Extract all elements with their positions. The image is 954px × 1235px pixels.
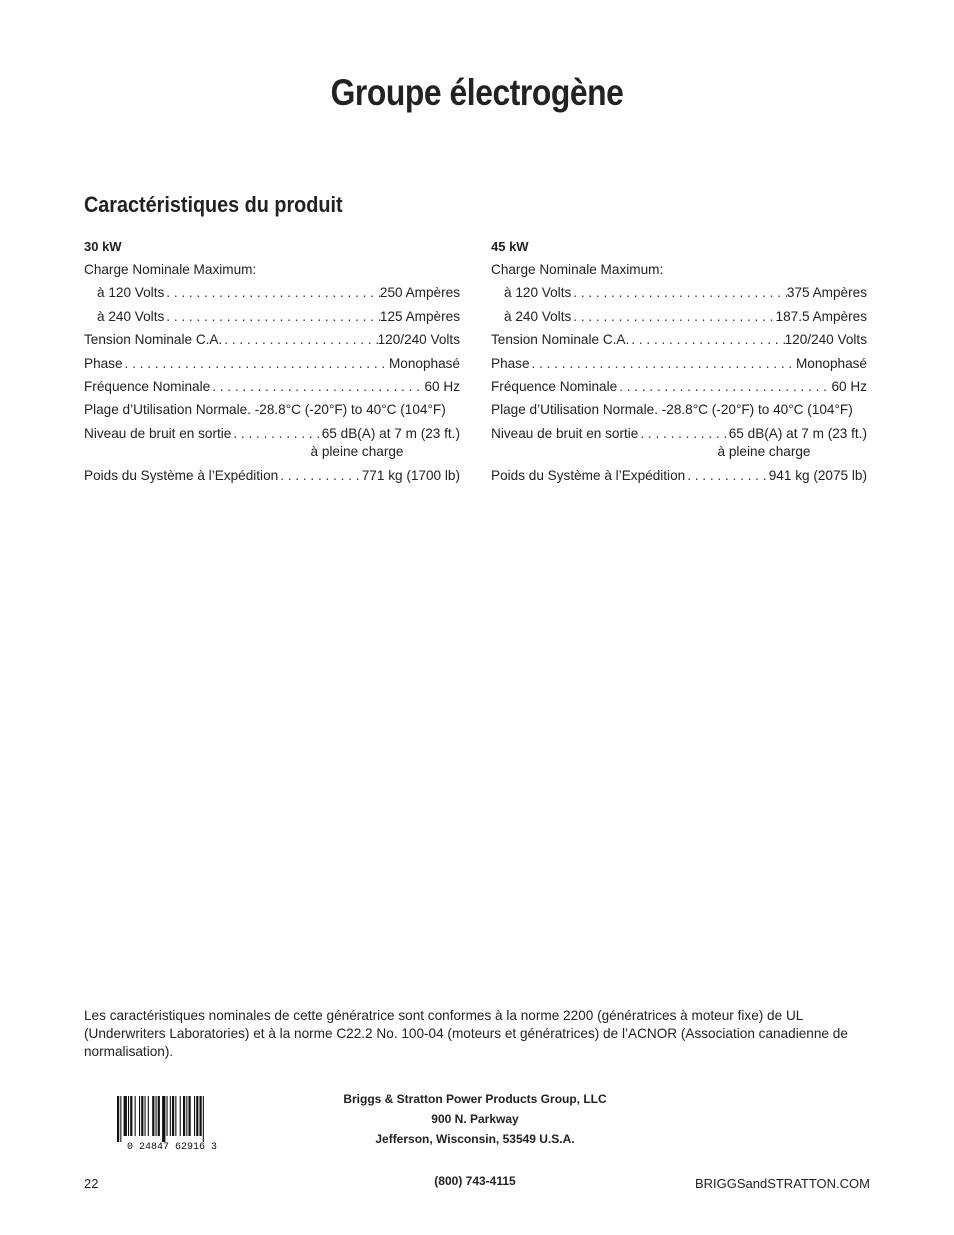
leader-dots xyxy=(278,467,362,485)
section-title: Caractéristiques du produit xyxy=(84,192,343,217)
spec-value: 771 kg (1700 lb) xyxy=(361,467,460,483)
barcode-bar xyxy=(189,1096,191,1136)
barcode-bar xyxy=(141,1096,143,1136)
spec-row xyxy=(491,378,867,401)
spec-row xyxy=(84,425,460,443)
spec-value: 60 Hz xyxy=(424,378,460,394)
company-street: 900 N. Parkway xyxy=(431,1112,519,1126)
noise-subtext: à pleine charge xyxy=(310,443,404,459)
leader-dots xyxy=(638,425,728,443)
spec-row xyxy=(491,331,867,354)
barcode-bar xyxy=(152,1096,154,1136)
spec-label: Poids du Système à l’Expédition xyxy=(491,467,686,483)
spec-value: Monophasé xyxy=(795,355,867,371)
barcode-bar xyxy=(186,1096,187,1136)
spec-label: Phase xyxy=(84,355,123,371)
company-phone: (800) 743-4115 xyxy=(434,1174,516,1188)
barcode-bar xyxy=(194,1096,195,1136)
barcode-bar xyxy=(203,1096,204,1142)
page-number: 22 xyxy=(84,1176,99,1191)
spec-value: 941 kg (2075 lb) xyxy=(768,467,867,483)
website-link[interactable]: BRIGGSandSTRATTON.COM xyxy=(694,1176,870,1191)
spec-column-30kw xyxy=(84,238,460,490)
leader-dots xyxy=(164,284,380,302)
company-city: Jefferson, Wisconsin, 53549 U.S.A. xyxy=(375,1132,575,1146)
spec-row xyxy=(491,284,867,307)
barcode-bar xyxy=(183,1096,185,1136)
leader-dots xyxy=(571,284,787,302)
leader-dots xyxy=(685,467,769,485)
spec-label: Tension Nominale C.A. xyxy=(491,332,630,348)
spec-value: 60 Hz xyxy=(831,378,867,394)
operating-range: Plage d’Utilisation Normale. -28.8°C (-20°F) to 40°C (104°F) xyxy=(491,402,853,418)
company-address xyxy=(290,1089,660,1149)
barcode-bar xyxy=(124,1096,127,1136)
spec-label: Fréquence Nominale xyxy=(84,378,211,394)
spec-label: à 240 Volts xyxy=(504,308,572,324)
barcode-bar xyxy=(158,1096,160,1136)
spec-row xyxy=(84,355,460,378)
barcode-bar xyxy=(162,1096,165,1142)
spec-label: Tension Nominale C.A. xyxy=(84,332,223,348)
barcode-digits: 0 24847 62916 3 xyxy=(126,1142,218,1152)
noise-subtext: à pleine charge xyxy=(717,443,811,459)
barcode-bar xyxy=(145,1096,146,1136)
spec-label: Poids du Système à l’Expédition xyxy=(84,467,279,483)
barcode-icon xyxy=(107,1094,237,1152)
spec-row xyxy=(84,284,460,307)
spec-row xyxy=(491,425,867,443)
barcode-bar xyxy=(196,1096,198,1136)
spec-value: 65 dB(A) at 7 m (23 ft.) xyxy=(728,425,867,441)
leader-dots xyxy=(617,378,831,396)
spec-value: 120/240 Volts xyxy=(784,332,867,348)
spec-row xyxy=(491,308,867,331)
company-name: Briggs & Stratton Power Products Group, LLC xyxy=(343,1092,607,1106)
column-heading: 30 kW xyxy=(84,239,122,254)
barcode-bar xyxy=(167,1096,168,1136)
spec-label: Phase xyxy=(491,355,530,371)
leader-dots xyxy=(231,425,321,443)
page-title: Groupe électrogène xyxy=(330,72,624,113)
spec-row xyxy=(491,355,867,378)
noise-spec xyxy=(84,425,460,467)
barcode-bar xyxy=(180,1096,181,1136)
leader-dots xyxy=(222,331,377,349)
leader-dots xyxy=(164,308,380,326)
spec-label: à 120 Volts xyxy=(97,285,165,301)
spec-row xyxy=(84,378,460,401)
barcode-bar xyxy=(128,1096,129,1136)
spec-row xyxy=(84,308,460,331)
leader-dots xyxy=(530,355,796,373)
spec-value: 250 Ampères xyxy=(379,285,460,301)
leader-dots xyxy=(571,308,775,326)
spec-value: 65 dB(A) at 7 m (23 ft.) xyxy=(321,425,460,441)
spec-value: 187.5 Ampères xyxy=(775,308,867,324)
leader-dots xyxy=(210,378,424,396)
barcode-bar xyxy=(175,1096,176,1136)
barcode-bar xyxy=(170,1096,171,1136)
barcode-bar xyxy=(172,1096,174,1136)
barcode-bar xyxy=(130,1096,132,1136)
spec-row xyxy=(491,467,867,490)
certification-note: Les caractéristiques nominales de cette génératrice sont conformes à la norme 2200 (génératrices à moteur fixe) de UL (Underwriters Laboratories) et à la norme C22.2 No. 100-04 (moteurs et génératrices) de l’ACNOR (Association canadienne de normalisation). xyxy=(84,1008,848,1059)
spec-row xyxy=(84,331,460,354)
spec-label: Niveau de bruit en sortie xyxy=(84,425,232,441)
spec-value: 120/240 Volts xyxy=(377,332,460,348)
spec-label: à 240 Volts xyxy=(97,308,165,324)
barcode-bar xyxy=(156,1096,157,1136)
spec-label: Fréquence Nominale xyxy=(491,378,618,394)
barcode-bar xyxy=(117,1096,119,1142)
barcode-bar xyxy=(200,1096,202,1136)
barcode-bar xyxy=(135,1096,136,1136)
spec-label: à 120 Volts xyxy=(504,285,572,301)
column-heading: 45 kW xyxy=(491,239,529,254)
spec-row xyxy=(84,467,460,490)
spec-value: 125 Ampères xyxy=(379,308,460,324)
noise-spec xyxy=(491,425,867,467)
operating-range: Plage d’Utilisation Normale. -28.8°C (-20°F) to 40°C (104°F) xyxy=(84,402,446,418)
leader-dots xyxy=(629,331,784,349)
barcode xyxy=(107,1094,237,1152)
leader-dots xyxy=(123,355,389,373)
spec-label: Niveau de bruit en sortie xyxy=(491,425,639,441)
barcode-bar xyxy=(139,1096,140,1136)
spec-column-45kw xyxy=(491,238,867,490)
spec-value: 375 Ampères xyxy=(786,285,867,301)
spec-value: Monophasé xyxy=(388,355,460,371)
barcode-bar xyxy=(148,1096,149,1136)
charge-label: Charge Nominale Maximum: xyxy=(491,262,664,277)
charge-label: Charge Nominale Maximum: xyxy=(84,262,257,277)
barcode-bar xyxy=(120,1096,121,1142)
